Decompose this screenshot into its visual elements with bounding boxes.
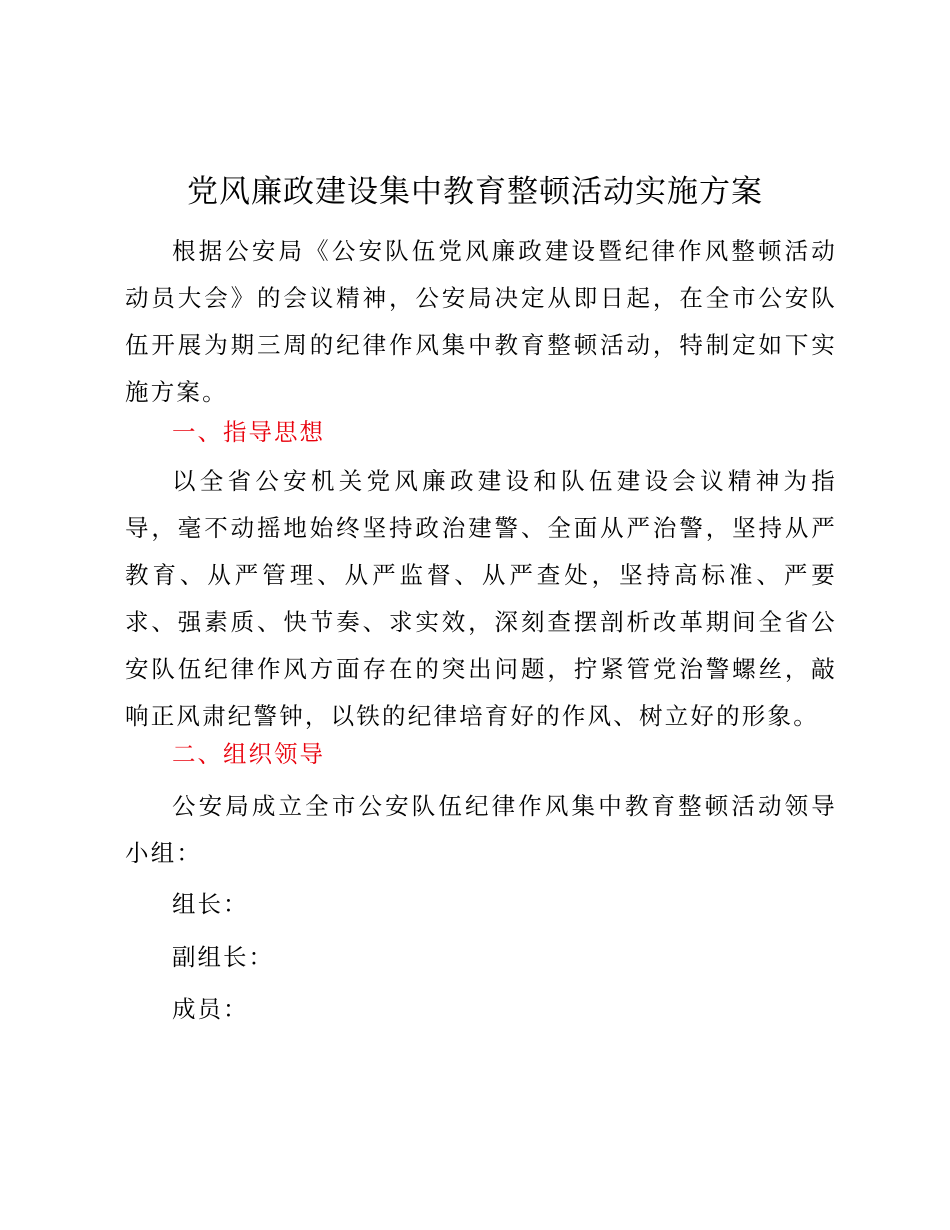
section2-heading: 二、组织领导 xyxy=(172,740,325,768)
section2-paragraph: 公安局成立全市公安队伍纪律作风集中教育整顿活动领导小组： xyxy=(125,792,837,867)
members-line: 成员： xyxy=(172,995,249,1023)
section1-paragraph: 以全省公安机关党风廉政建设和队伍建设会议精神为指导，毫不动摇地始终坚持政治建警、全面从严治警，坚持从严教育、从严管理、从严监督、从严查处，坚持高标准、严要求、强素质、快节奏、求实效，深刻查摆剖析改革期间全省公安队伍纪律作风方面存在的突出问题，拧紧管党治警螺丝，敲响正风肃纪警钟，以铁的纪律培育好的作风、树立好的形象。 xyxy=(125,467,837,730)
intro-paragraph: 根据公安局《公安队伍党风廉政建设暨纪律作风整顿活动动员大会》的会议精神，公安局决定从即日起，在全市公安队伍开展为期三周的纪律作风集中教育整顿活动，特制定如下实施方案。 xyxy=(125,237,837,406)
deputy-leader-line: 副组长： xyxy=(172,943,274,971)
section1-heading: 一、指导思想 xyxy=(172,418,325,446)
document-title: 党风廉政建设集中教育整顿活动实施方案 xyxy=(187,174,763,210)
leader-line: 组长： xyxy=(172,890,249,918)
